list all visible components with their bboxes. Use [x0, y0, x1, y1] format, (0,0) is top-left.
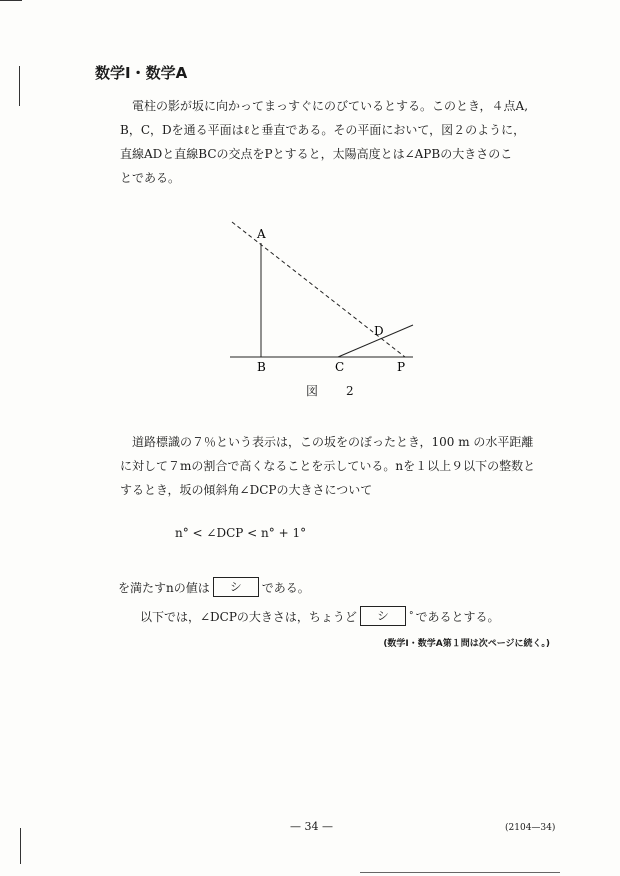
answer-box-shi[interactable]: シ: [360, 606, 406, 626]
label-d: D: [374, 324, 384, 338]
figure-caption: 図 2: [306, 384, 362, 398]
paragraph-line: 電柱の影が坂に向かってまっすぐにのびているとする。このとき，４点A,: [120, 99, 529, 113]
page-code: (2104—34): [505, 823, 556, 833]
answer-line-2: [140, 606, 499, 626]
label-b: B: [257, 360, 266, 374]
paragraph-line: B，C，Dを通る平面はℓと垂直である。その平面において，図２のように，: [120, 123, 526, 137]
answer-text: 以下では，∠DCPの大きさは，ちょうど: [140, 609, 357, 624]
answer-text: であるとする。: [415, 609, 500, 624]
label-c: C: [335, 360, 345, 374]
answer-text: である。: [261, 580, 310, 595]
paragraph-line: とである。: [120, 171, 181, 185]
answer-line-1: [118, 577, 310, 597]
paragraph-line: に対して７mの割合で高くなることを示している。nを１以上９以下の整数と: [120, 459, 536, 473]
answer-text: を満たすnの値は: [118, 580, 210, 595]
paragraph-line: するとき，坂の傾斜角∠DCPの大きさについて: [120, 483, 373, 497]
continuation-note: (数学Ⅰ・数学A第１問は次ページに続く。): [383, 639, 550, 649]
paragraph-line: 道路標識の７％という表示は，この坂をのぼったとき，100 m の水平距離: [120, 435, 534, 449]
paragraph-line: 直線ADと直線BCの交点をPとすると，太陽高度とは∠APBの大きさのこ: [120, 147, 513, 161]
label-a: A: [257, 227, 266, 241]
page-number: — 34 —: [290, 820, 333, 833]
answer-box-shi[interactable]: シ: [213, 577, 259, 597]
section-title: 数学Ⅰ・数学A: [95, 64, 188, 82]
sign-paragraph: [120, 430, 535, 502]
degree-mark: °: [408, 611, 414, 621]
inequality: n° < ∠DCP < n° + 1°: [175, 526, 307, 540]
label-p: P: [397, 360, 406, 374]
